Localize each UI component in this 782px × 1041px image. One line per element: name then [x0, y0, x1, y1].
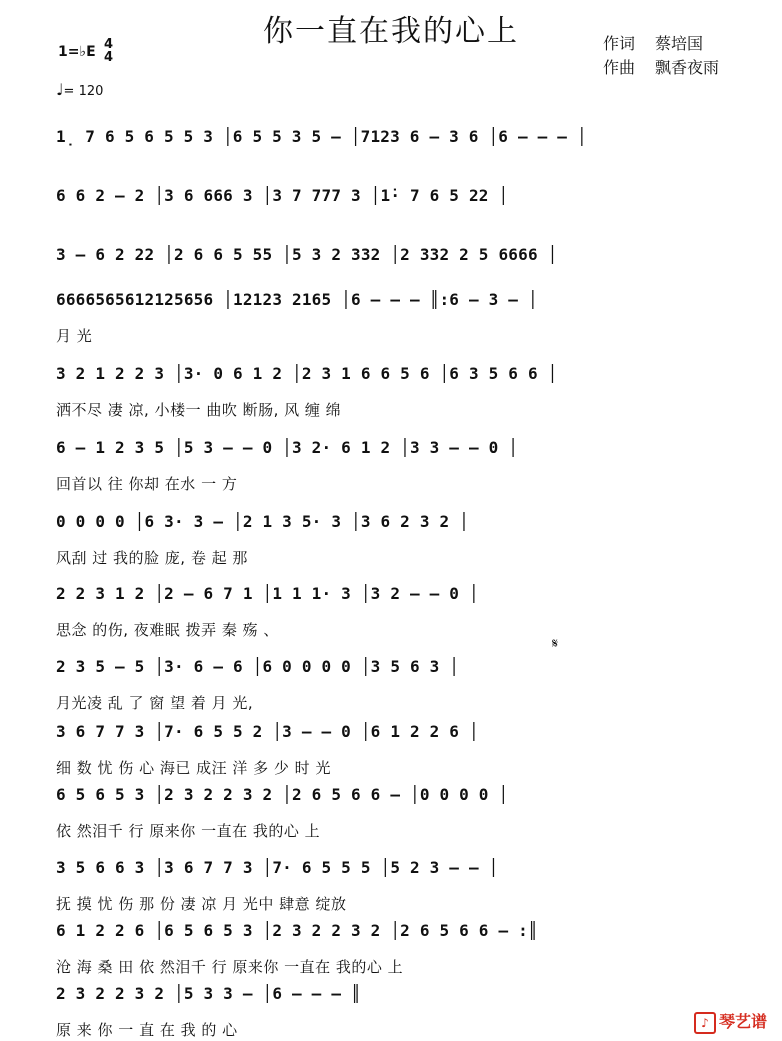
logo-mark-icon: ♪	[694, 1012, 716, 1034]
lyric-line: 细 数 忧 伤 心 海已 成汪 洋 多 少 时 光	[56, 759, 331, 777]
notation-line: 1̣ 7 6 5 6 5 5 3 │6 5 5 3 5 – │7123 6 – 3 6 │6 – – – │	[56, 127, 587, 146]
notation-line: 3 5 6 6 3 │3 6 7 7 3 │7· 6 5 5 5 │5 2 3 – – │	[56, 858, 499, 877]
tempo-value: = 120	[63, 84, 104, 99]
lyric-line: 思念 的伤, 夜难眠 拨弄 秦 殇 、	[56, 621, 279, 639]
lyric-line: 回首以 往 你却 在水 一 方	[56, 475, 238, 493]
segno-icon: 𝄋	[552, 636, 559, 652]
notation-line: 6 – 1 2 3 5 │5 3 – – 0 │3 2· 6 1 2 │3 3 – – 0 │	[56, 438, 519, 457]
notation-line: 2 3 2 2 3 2 │5 3 3 – │6 – – – ║	[56, 984, 361, 1003]
logo-text: 琴艺谱	[719, 1012, 768, 1031]
lyric-line: 洒不尽 凄 凉, 小楼一 曲吹 断肠, 风 缠 绵	[56, 401, 342, 419]
notation-line: 0 0 0 0 │6 3· 3 – │2 1 3 5· 3 │3 6 2 3 2 │	[56, 512, 469, 531]
meter-top: 4	[104, 37, 114, 52]
lyric-line: 风刮 过 我的脸 庞, 卷 起 那	[56, 549, 248, 567]
notation-line: 2 2 3 1 2 │2 – 6 7 1 │1 1 1· 3 │3 2 – – 0 │	[56, 584, 479, 603]
lyric-line: 月 光	[56, 327, 93, 345]
lyric-line: 原 来 你 一 直 在 我 的 心	[56, 1021, 238, 1039]
lyric-line: 抚 摸 忧 伤 那 份 凄 凉 月 光中 肆意 绽放	[56, 895, 347, 913]
lyric-line: 月光凌 乱 了 窗 望 着 月 光,	[56, 694, 254, 712]
lyricist-role: 作词	[603, 34, 636, 53]
lyricist-name: 蔡培国	[655, 34, 704, 53]
notation-line: 3 2 1 2 2 3 │3· 0 6 1 2 │2 3 1 6 6 5 6 │6 3 5 6 6 │	[56, 364, 558, 383]
notation-line: 2 3 5 – 5 │3· 6 – 6 │6 0 0 0 0 │3 5 6 3 │	[56, 657, 460, 676]
tempo-marking	[56, 80, 103, 99]
notation-line: 6 1 2 2 6 │6 5 6 5 3 │2 3 2 2 3 2 │2 6 5 6 6 – :║	[56, 921, 538, 940]
lyric-line: 依 然泪千 行 原来你 一直在 我的心 上	[56, 822, 321, 840]
key-signature: 1=♭E	[58, 44, 96, 60]
meter-bottom: 4	[104, 50, 114, 65]
quarter-note-icon: ♩	[56, 80, 64, 99]
song-title: 你一直在我的心上	[263, 14, 519, 49]
notation-line: 3 – 6 2 22 │2 6 6 5 55 │5 3 2 332 │2 332 2 5 6666 │	[56, 245, 558, 264]
composer-line	[603, 56, 719, 80]
composer-role: 作曲	[603, 58, 636, 77]
credits	[603, 32, 719, 80]
composer-name: 飘香夜雨	[655, 58, 720, 77]
time-signature	[104, 38, 113, 64]
notation-line: 6 6 2 – 2 │3 6 666 3 │3 7 777 3 │1̇· 7 6 5 22 │	[56, 186, 509, 205]
notation-line: 6666565612125656 │12123 2165 │6 – – – ║:6 – 3 – │	[56, 290, 538, 309]
site-logo	[694, 1009, 767, 1034]
notation-line: 6 5 6 5 3 │2 3 2 2 3 2 │2 6 5 6 6 – │0 0 0 0 │	[56, 785, 509, 804]
notation-line: 3 6 7 7 3 │7· 6 5 5 2 │3 – – 0 │6 1 2 2 6 │	[56, 722, 479, 741]
lyricist-line	[603, 32, 719, 56]
lyric-line: 沧 海 桑 田 依 然泪千 行 原来你 一直在 我的心 上	[56, 958, 404, 976]
